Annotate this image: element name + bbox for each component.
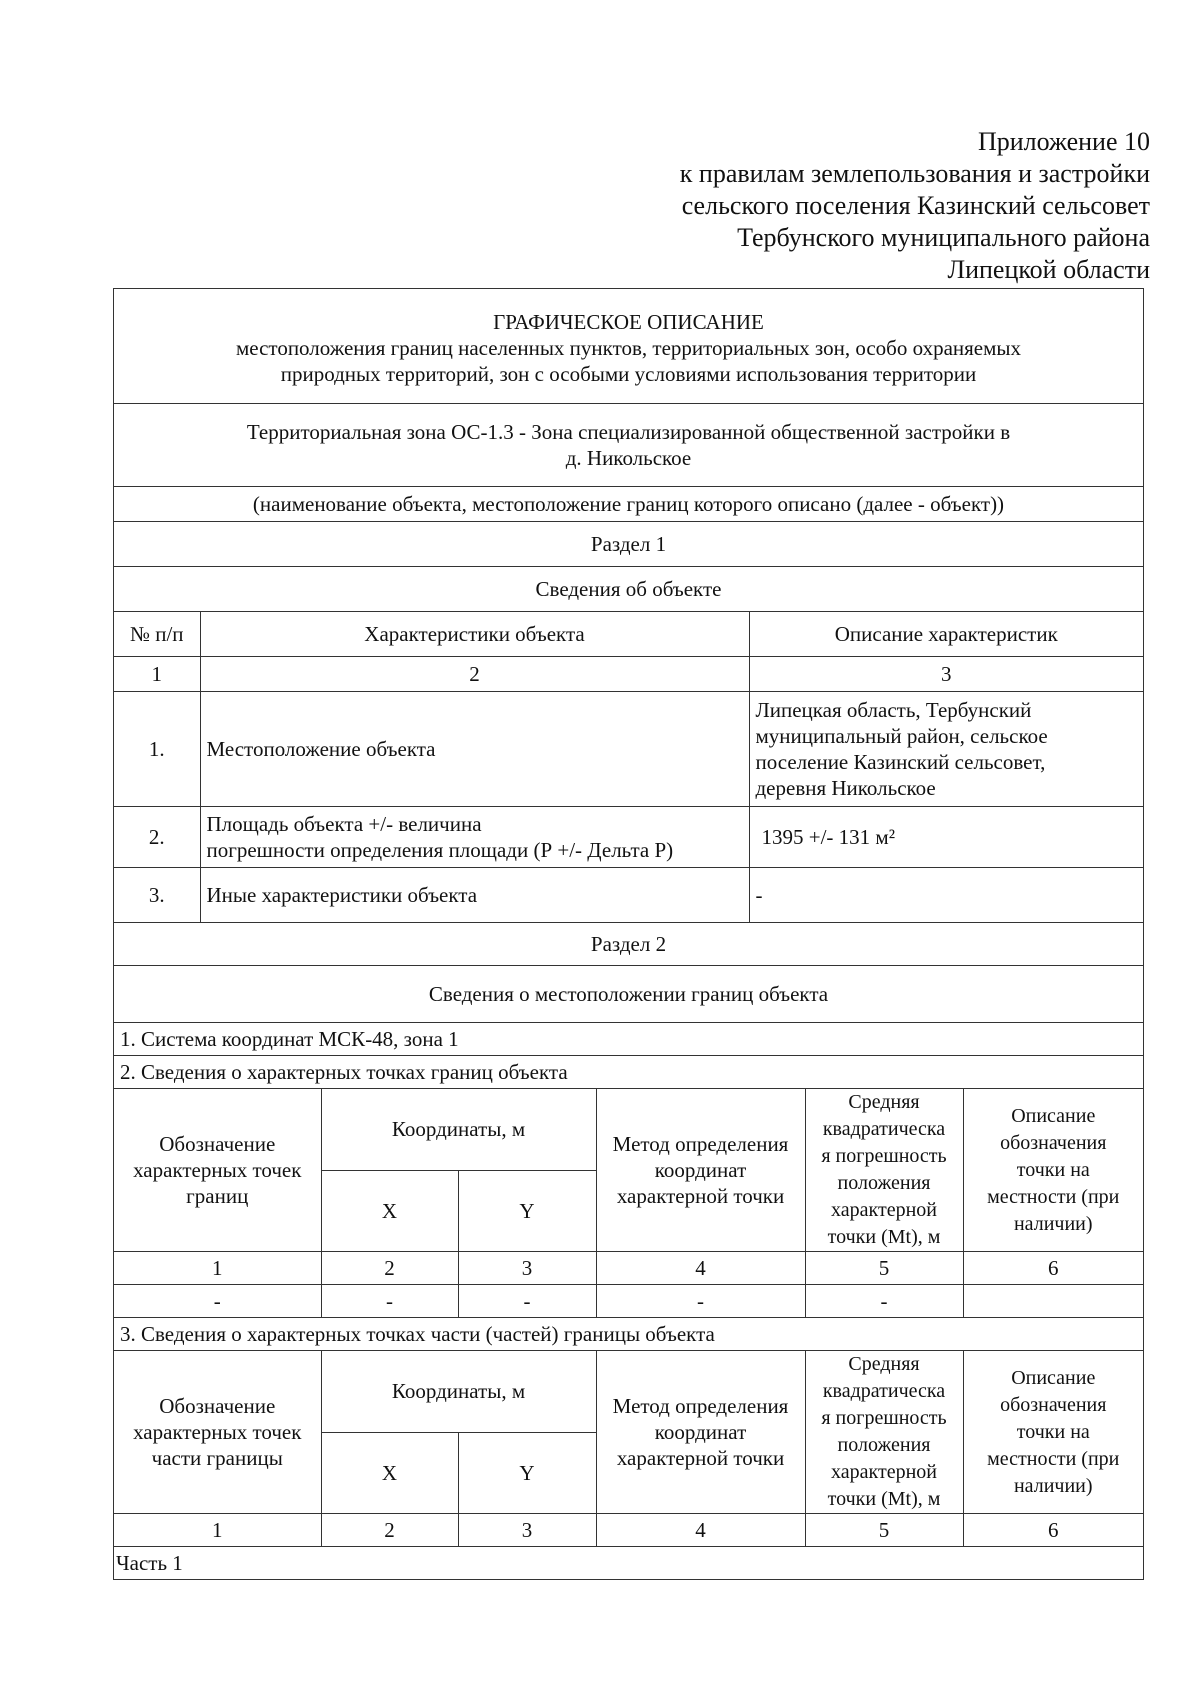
description-line: Липецкая область, Тербунский bbox=[755, 698, 1032, 722]
section1-table bbox=[114, 289, 1143, 1088]
coordinate-system: 1. Система координат МСК-48, зона 1 bbox=[114, 1023, 1143, 1056]
header-coordinates: Координаты, м bbox=[321, 1089, 596, 1171]
column-number: 3 bbox=[458, 1252, 596, 1285]
section-title: Раздел 2 bbox=[114, 923, 1143, 966]
row-characteristic bbox=[200, 807, 749, 868]
header-line: Описание bbox=[1011, 1366, 1096, 1389]
description-line: муниципальный район, сельское bbox=[755, 724, 1048, 748]
column-number: 4 bbox=[596, 1514, 805, 1547]
section-subtitle: Сведения о местоположении границ объекта bbox=[114, 966, 1143, 1023]
header-line: характерных точек bbox=[133, 1158, 302, 1182]
characteristic-line: Площадь объекта +/- величина bbox=[206, 812, 482, 836]
header-line: части границы bbox=[151, 1446, 283, 1470]
column-number: 2 bbox=[321, 1252, 458, 1285]
header-line: квадратическа bbox=[822, 1380, 946, 1402]
header-line: я погрешность bbox=[821, 1145, 947, 1167]
table-cell: - bbox=[114, 1285, 321, 1318]
row-number: 1. bbox=[114, 692, 200, 807]
header-x: X bbox=[321, 1170, 458, 1252]
header-error bbox=[805, 1089, 963, 1252]
header-line: положения bbox=[837, 1172, 931, 1194]
header-error bbox=[805, 1351, 963, 1514]
characteristic-line: погрешности определения площади (Р +/- Дельта Р) bbox=[206, 838, 674, 862]
header-line: наличии) bbox=[1013, 1212, 1093, 1235]
column-header: Характеристики объекта bbox=[200, 612, 749, 657]
table-row bbox=[114, 692, 1143, 807]
points-table bbox=[114, 1088, 1143, 1579]
table-cell: - bbox=[805, 1285, 963, 1318]
row-characteristic: Иные характеристики объекта bbox=[200, 868, 749, 923]
column-number: 3 bbox=[458, 1514, 596, 1547]
part-label: Часть 1 bbox=[114, 1547, 1143, 1580]
header-line: характерной точки bbox=[616, 1446, 785, 1470]
object-name-block bbox=[114, 404, 1143, 487]
header-y: Y bbox=[458, 1170, 596, 1252]
header-designation bbox=[114, 1089, 321, 1252]
table-cell bbox=[963, 1285, 1143, 1318]
header-designation bbox=[114, 1351, 321, 1514]
appendix-line: Липецкой области bbox=[947, 255, 1150, 284]
document-title: ГРАФИЧЕСКОЕ ОПИСАНИЕ bbox=[493, 310, 764, 334]
header-line: точки (Mt), м bbox=[827, 1226, 941, 1248]
header-line: я погрешность bbox=[821, 1407, 947, 1429]
section-subtitle: Сведения об объекте bbox=[114, 567, 1143, 612]
header-y: Y bbox=[458, 1432, 596, 1514]
appendix-line: Приложение 10 bbox=[977, 127, 1150, 156]
header-line: Метод определения bbox=[612, 1394, 789, 1418]
appendix-line: Тербунского муниципального района bbox=[737, 223, 1150, 252]
document-title-block bbox=[114, 289, 1143, 404]
document-subtitle: местоположения границ населенных пунктов, территориальных зон, особо охраняемых bbox=[235, 336, 1022, 360]
header-line: границ bbox=[186, 1184, 249, 1208]
header-line: Средняя bbox=[848, 1091, 920, 1113]
header-line: характерной точки bbox=[616, 1184, 785, 1208]
header-line: местности (при bbox=[987, 1447, 1120, 1470]
header-description bbox=[963, 1351, 1143, 1514]
row-description: 1395 +/- 131 м² bbox=[749, 807, 1143, 868]
column-number: 3 bbox=[749, 657, 1143, 692]
document-frame bbox=[113, 288, 1144, 1580]
appendix-line: сельского поселения Казинский сельсовет bbox=[681, 191, 1150, 220]
table-cell: - bbox=[458, 1285, 596, 1318]
table-row bbox=[114, 868, 1143, 923]
row-description: - bbox=[749, 868, 1143, 923]
header-line: точки на bbox=[1016, 1420, 1090, 1443]
header-line: Средняя bbox=[848, 1353, 920, 1375]
appendix-header bbox=[680, 126, 1150, 286]
row-characteristic: Местоположение объекта bbox=[200, 692, 749, 807]
column-number: 2 bbox=[321, 1514, 458, 1547]
header-line: местности (при bbox=[987, 1185, 1120, 1208]
table-cell: - bbox=[321, 1285, 458, 1318]
header-line: Обозначение bbox=[159, 1394, 276, 1418]
appendix-line: к правилам землепользования и застройки bbox=[679, 159, 1150, 188]
object-caption: (наименование объекта, местоположение границ которого описано (далее - объект)) bbox=[114, 487, 1143, 522]
header-line: Метод определения bbox=[612, 1132, 789, 1156]
object-name: Территориальная зона ОС-1.3 - Зона специализированной общественной застройки в bbox=[246, 420, 1011, 444]
header-description bbox=[963, 1089, 1143, 1252]
document-subtitle: природных территорий, зон с особыми условиями использования территории bbox=[280, 362, 977, 386]
points-title: 2. Сведения о характерных точках границ объекта bbox=[114, 1056, 1143, 1089]
header-line: обозначения bbox=[1000, 1131, 1107, 1154]
header-line: квадратическа bbox=[822, 1118, 946, 1140]
row-description bbox=[749, 692, 1143, 807]
object-name: д. Никольское bbox=[565, 446, 692, 470]
header-line: точки (Mt), м bbox=[827, 1488, 941, 1510]
table-row bbox=[114, 1285, 1143, 1318]
header-method bbox=[596, 1089, 805, 1252]
row-number: 3. bbox=[114, 868, 200, 923]
column-number: 4 bbox=[596, 1252, 805, 1285]
section-title: Раздел 1 bbox=[114, 522, 1143, 567]
header-line: координат bbox=[654, 1158, 747, 1182]
column-number: 1 bbox=[114, 1252, 321, 1285]
column-number: 5 bbox=[805, 1252, 963, 1285]
header-line: наличии) bbox=[1013, 1474, 1093, 1497]
column-number: 6 bbox=[963, 1514, 1143, 1547]
header-line: Описание bbox=[1011, 1104, 1096, 1127]
header-method bbox=[596, 1351, 805, 1514]
header-coordinates: Координаты, м bbox=[321, 1351, 596, 1433]
column-number: 2 bbox=[200, 657, 749, 692]
column-number: 1 bbox=[114, 657, 200, 692]
column-number: 1 bbox=[114, 1514, 321, 1547]
header-line: положения bbox=[837, 1434, 931, 1456]
header-line: точки на bbox=[1016, 1158, 1090, 1181]
row-number: 2. bbox=[114, 807, 200, 868]
table-row bbox=[114, 807, 1143, 868]
table-cell: - bbox=[596, 1285, 805, 1318]
header-line: характерных точек bbox=[133, 1420, 302, 1444]
parts-title: 3. Сведения о характерных точках части (частей) границы объекта bbox=[114, 1318, 1143, 1351]
header-line: координат bbox=[654, 1420, 747, 1444]
description-line: деревня Никольское bbox=[755, 776, 936, 800]
header-line: обозначения bbox=[1000, 1393, 1107, 1416]
column-number: 5 bbox=[805, 1514, 963, 1547]
description-line: поселение Казинский сельсовет, bbox=[755, 750, 1046, 774]
column-number: 6 bbox=[963, 1252, 1143, 1285]
header-line: характерной bbox=[831, 1461, 937, 1483]
header-x: X bbox=[321, 1432, 458, 1514]
column-header: Описание характеристик bbox=[749, 612, 1143, 657]
header-line: Обозначение bbox=[159, 1132, 276, 1156]
header-line: характерной bbox=[831, 1199, 937, 1221]
column-header: № п/п bbox=[114, 612, 200, 657]
